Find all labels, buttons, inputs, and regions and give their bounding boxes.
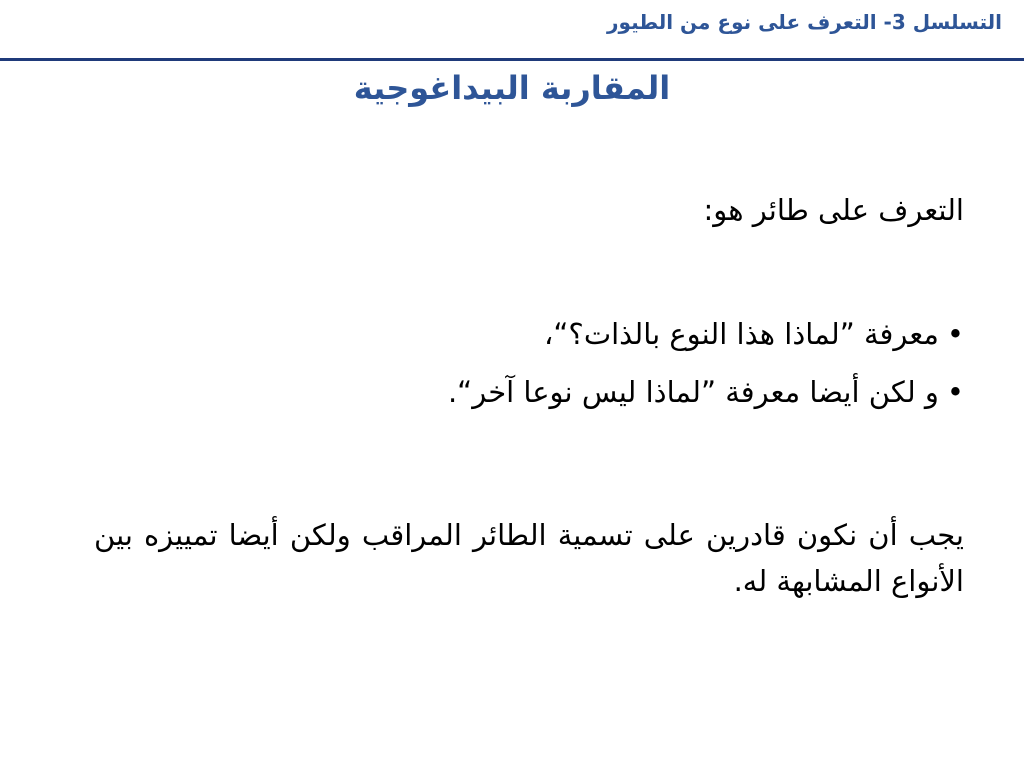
- bullet-list: [448, 316, 964, 431]
- conclusion-paragraph: يجب أن نكون قادرين على تسمية الطائر المراقب ولكن أيضا تمييزه بين الأنواع المشابهة له.: [94, 518, 964, 599]
- bullet-item: [448, 374, 964, 412]
- header-divider: [0, 58, 1024, 61]
- intro-text: التعرف على طائر هو:: [703, 193, 964, 227]
- bullet-item: [448, 316, 964, 354]
- slide-title: المقاربة البيداغوجية: [353, 69, 671, 107]
- bullet-text: معرفة ”لماذا هذا النوع بالذات؟“،: [544, 317, 939, 351]
- bullet-icon: •: [946, 374, 964, 409]
- bullet-icon: •: [946, 317, 964, 351]
- header-title: التسلسل 3- التعرف على نوع من الطيور: [607, 10, 1002, 34]
- bullet-text: و لكن أيضا معرفة ”لماذا ليس نوعا آخر“.: [447, 374, 939, 409]
